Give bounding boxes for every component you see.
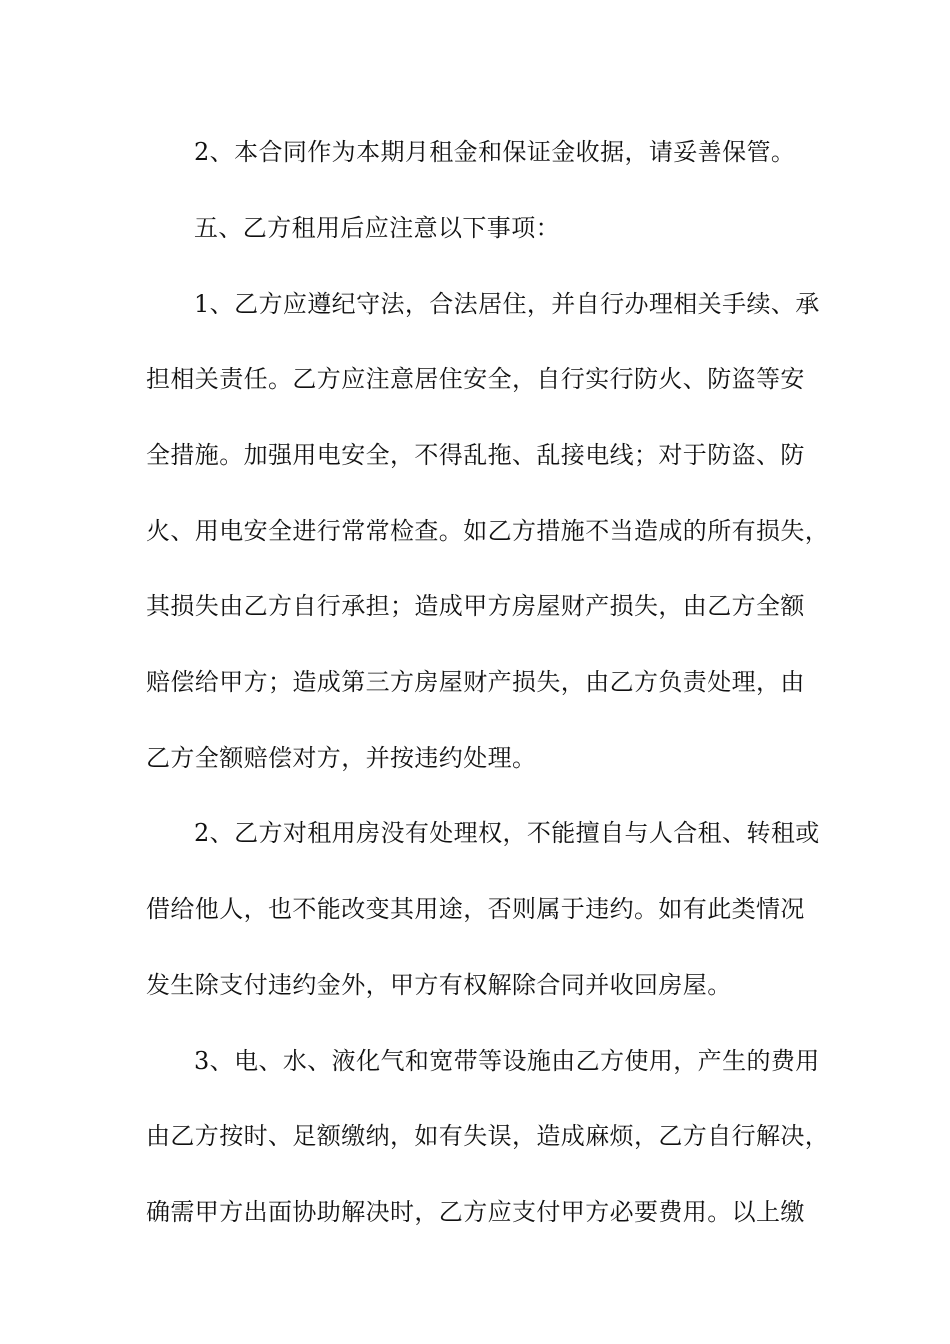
paragraph-line: 其损失由乙方自行承担；造成甲方房屋财产损失，由乙方全额 [146,592,805,620]
paragraph-line: 2、乙方对租用房没有处理权，不能擅自与人合租、转租或 [194,819,820,847]
paragraph-line: 全措施。加强用电安全，不得乱拖、乱接电线；对于防盗、防 [146,441,805,469]
paragraph-line: 乙方全额赔偿对方，并按违约处理。 [146,744,537,772]
section-heading: 五、乙方租用后应注意以下事项： [194,214,560,242]
paragraph-line: 借给他人，也不能改变其用途，否则属于违约。如有此类情况 [146,895,805,923]
paragraph-line: 担相关责任。乙方应注意居住安全，自行实行防火、防盗等安 [146,365,805,393]
paragraph-line: 赔偿给甲方；造成第三方房屋财产损失，由乙方负责处理，由 [146,668,805,696]
paragraph-line: 3、电、水、液化气和宽带等设施由乙方使用，产生的费用 [194,1047,820,1075]
paragraph-line: 由乙方按时、足额缴纳，如有失误，造成麻烦，乙方自行解决， [146,1122,830,1150]
paragraph-line: 发生除支付违约金外，甲方有权解除合同并收回房屋。 [146,971,732,999]
paragraph-line: 1、乙方应遵纪守法，合法居住，并自行办理相关手续、承 [194,290,820,318]
paragraph-line: 火、用电安全进行常常检查。如乙方措施不当造成的所有损失， [146,517,830,545]
paragraph-line: 2、本合同作为本期月租金和保证金收据，请妥善保管。 [194,138,796,166]
paragraph-line: 确需甲方出面协助解决时，乙方应支付甲方必要费用。以上缴 [146,1198,805,1226]
